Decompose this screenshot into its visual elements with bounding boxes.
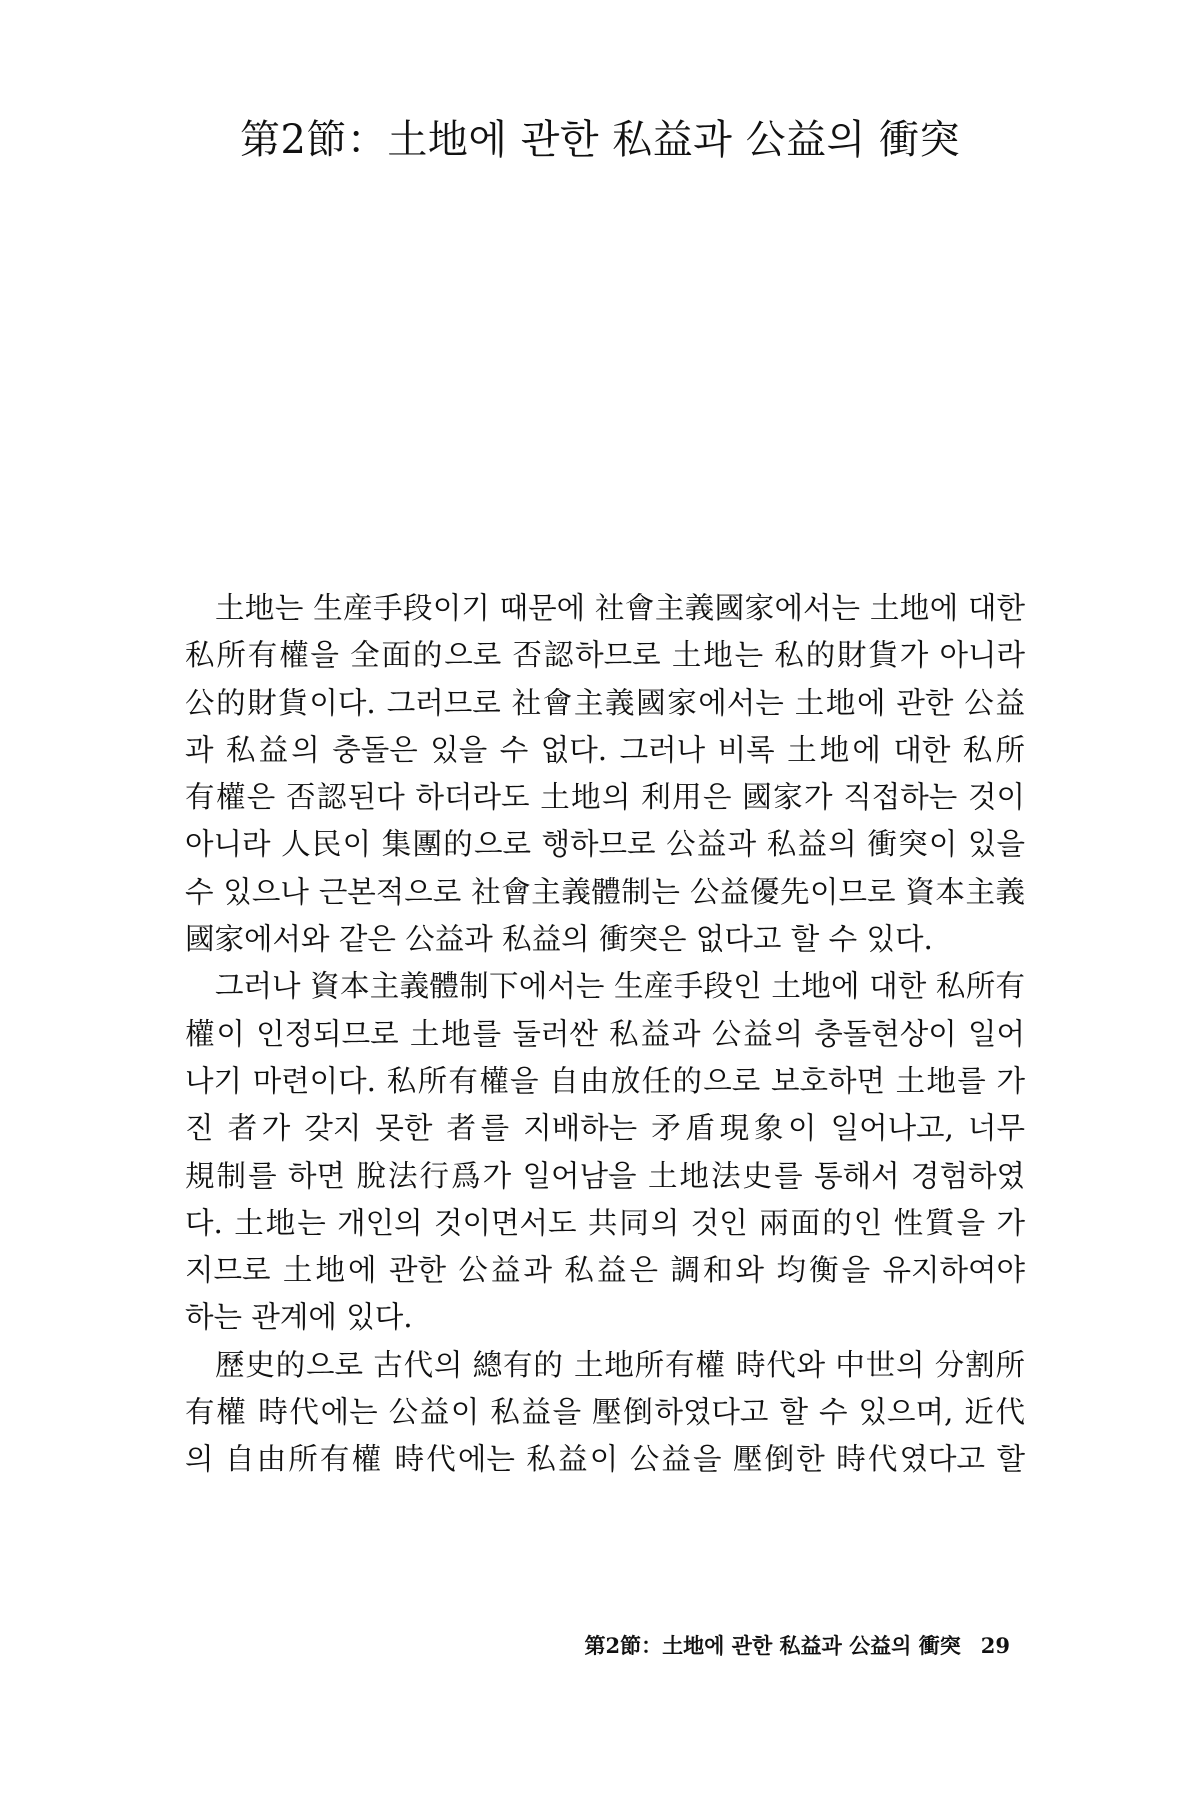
text-line: 아니라 人民이 集團的으로 행하므로 公益과 私益의 衝突이 있을 xyxy=(185,827,1025,862)
chapter-title: 第2節：土地에 관한 私益과 公益의 衝突 xyxy=(239,117,960,163)
text-line: 私所有權을 全面的으로 否認하므로 土地는 私的財貨가 아니라 xyxy=(185,638,1025,673)
text-line: 歷史的으로 古代의 總有的 土地所有權 時代와 中世의 分割所 xyxy=(215,1347,1025,1382)
text-line: 有權은 否認된다 하더라도 土地의 利用은 國家가 직접하는 것이 xyxy=(185,780,1025,815)
text-line: 과 私益의 충돌은 있을 수 없다. 그러나 비록 土地에 대한 私所 xyxy=(185,732,1025,767)
text-line: 의 自由所有權 時代에는 私益이 公益을 壓倒한 時代였다고 할 xyxy=(185,1442,1025,1477)
text-line: 그러나 資本主義體制下에서는 生産手段인 土地에 대한 私所有 xyxy=(215,969,1025,1004)
text-line: 진 者가 갖지 못한 者를 지배하는 矛盾現象이 일어나고, 너무 xyxy=(185,1111,1025,1146)
text-line: 有權 時代에는 公益이 私益을 壓倒하였다고 할 수 있으며, 近代 xyxy=(185,1395,1025,1430)
text-line: 權이 인정되므로 土地를 둘러싼 私益과 公益의 충돌현상이 일어 xyxy=(185,1016,1025,1051)
text-line: 지므로 土地에 관한 公益과 私益은 調和와 均衡을 유지하여야 xyxy=(185,1253,1025,1288)
body-text xyxy=(185,585,1025,1484)
text-line: 規制를 하면 脫法行爲가 일어남을 土地法史를 통해서 경험하였 xyxy=(185,1158,1025,1193)
running-title: 第2節：土地에 관한 私益과 公益의 衝突 xyxy=(584,1633,961,1658)
text-line: 國家에서와 같은 公益과 私益의 衝突은 없다고 할 수 있다. xyxy=(185,922,933,957)
text-line: 나기 마련이다. 私所有權을 自由放任的으로 보호하면 土地를 가 xyxy=(185,1063,1025,1098)
text-line: 土地는 生産手段이기 때문에 社會主義國家에서는 土地에 대한 xyxy=(215,591,1025,625)
text-line: 수 있으나 근본적으로 社會主義體制는 公益優先이므로 資本主義 xyxy=(185,874,1025,909)
page-number: 29 xyxy=(980,1633,1010,1658)
text-line: 하는 관계에 있다. xyxy=(185,1300,413,1335)
running-footer xyxy=(584,1630,1010,1662)
text-line: 다. 土地는 개인의 것이면서도 共同의 것인 兩面的인 性質을 가 xyxy=(185,1205,1025,1240)
text-line: 公的財貨이다. 그러므로 社會主義國家에서는 土地에 관한 公益 xyxy=(185,685,1025,720)
